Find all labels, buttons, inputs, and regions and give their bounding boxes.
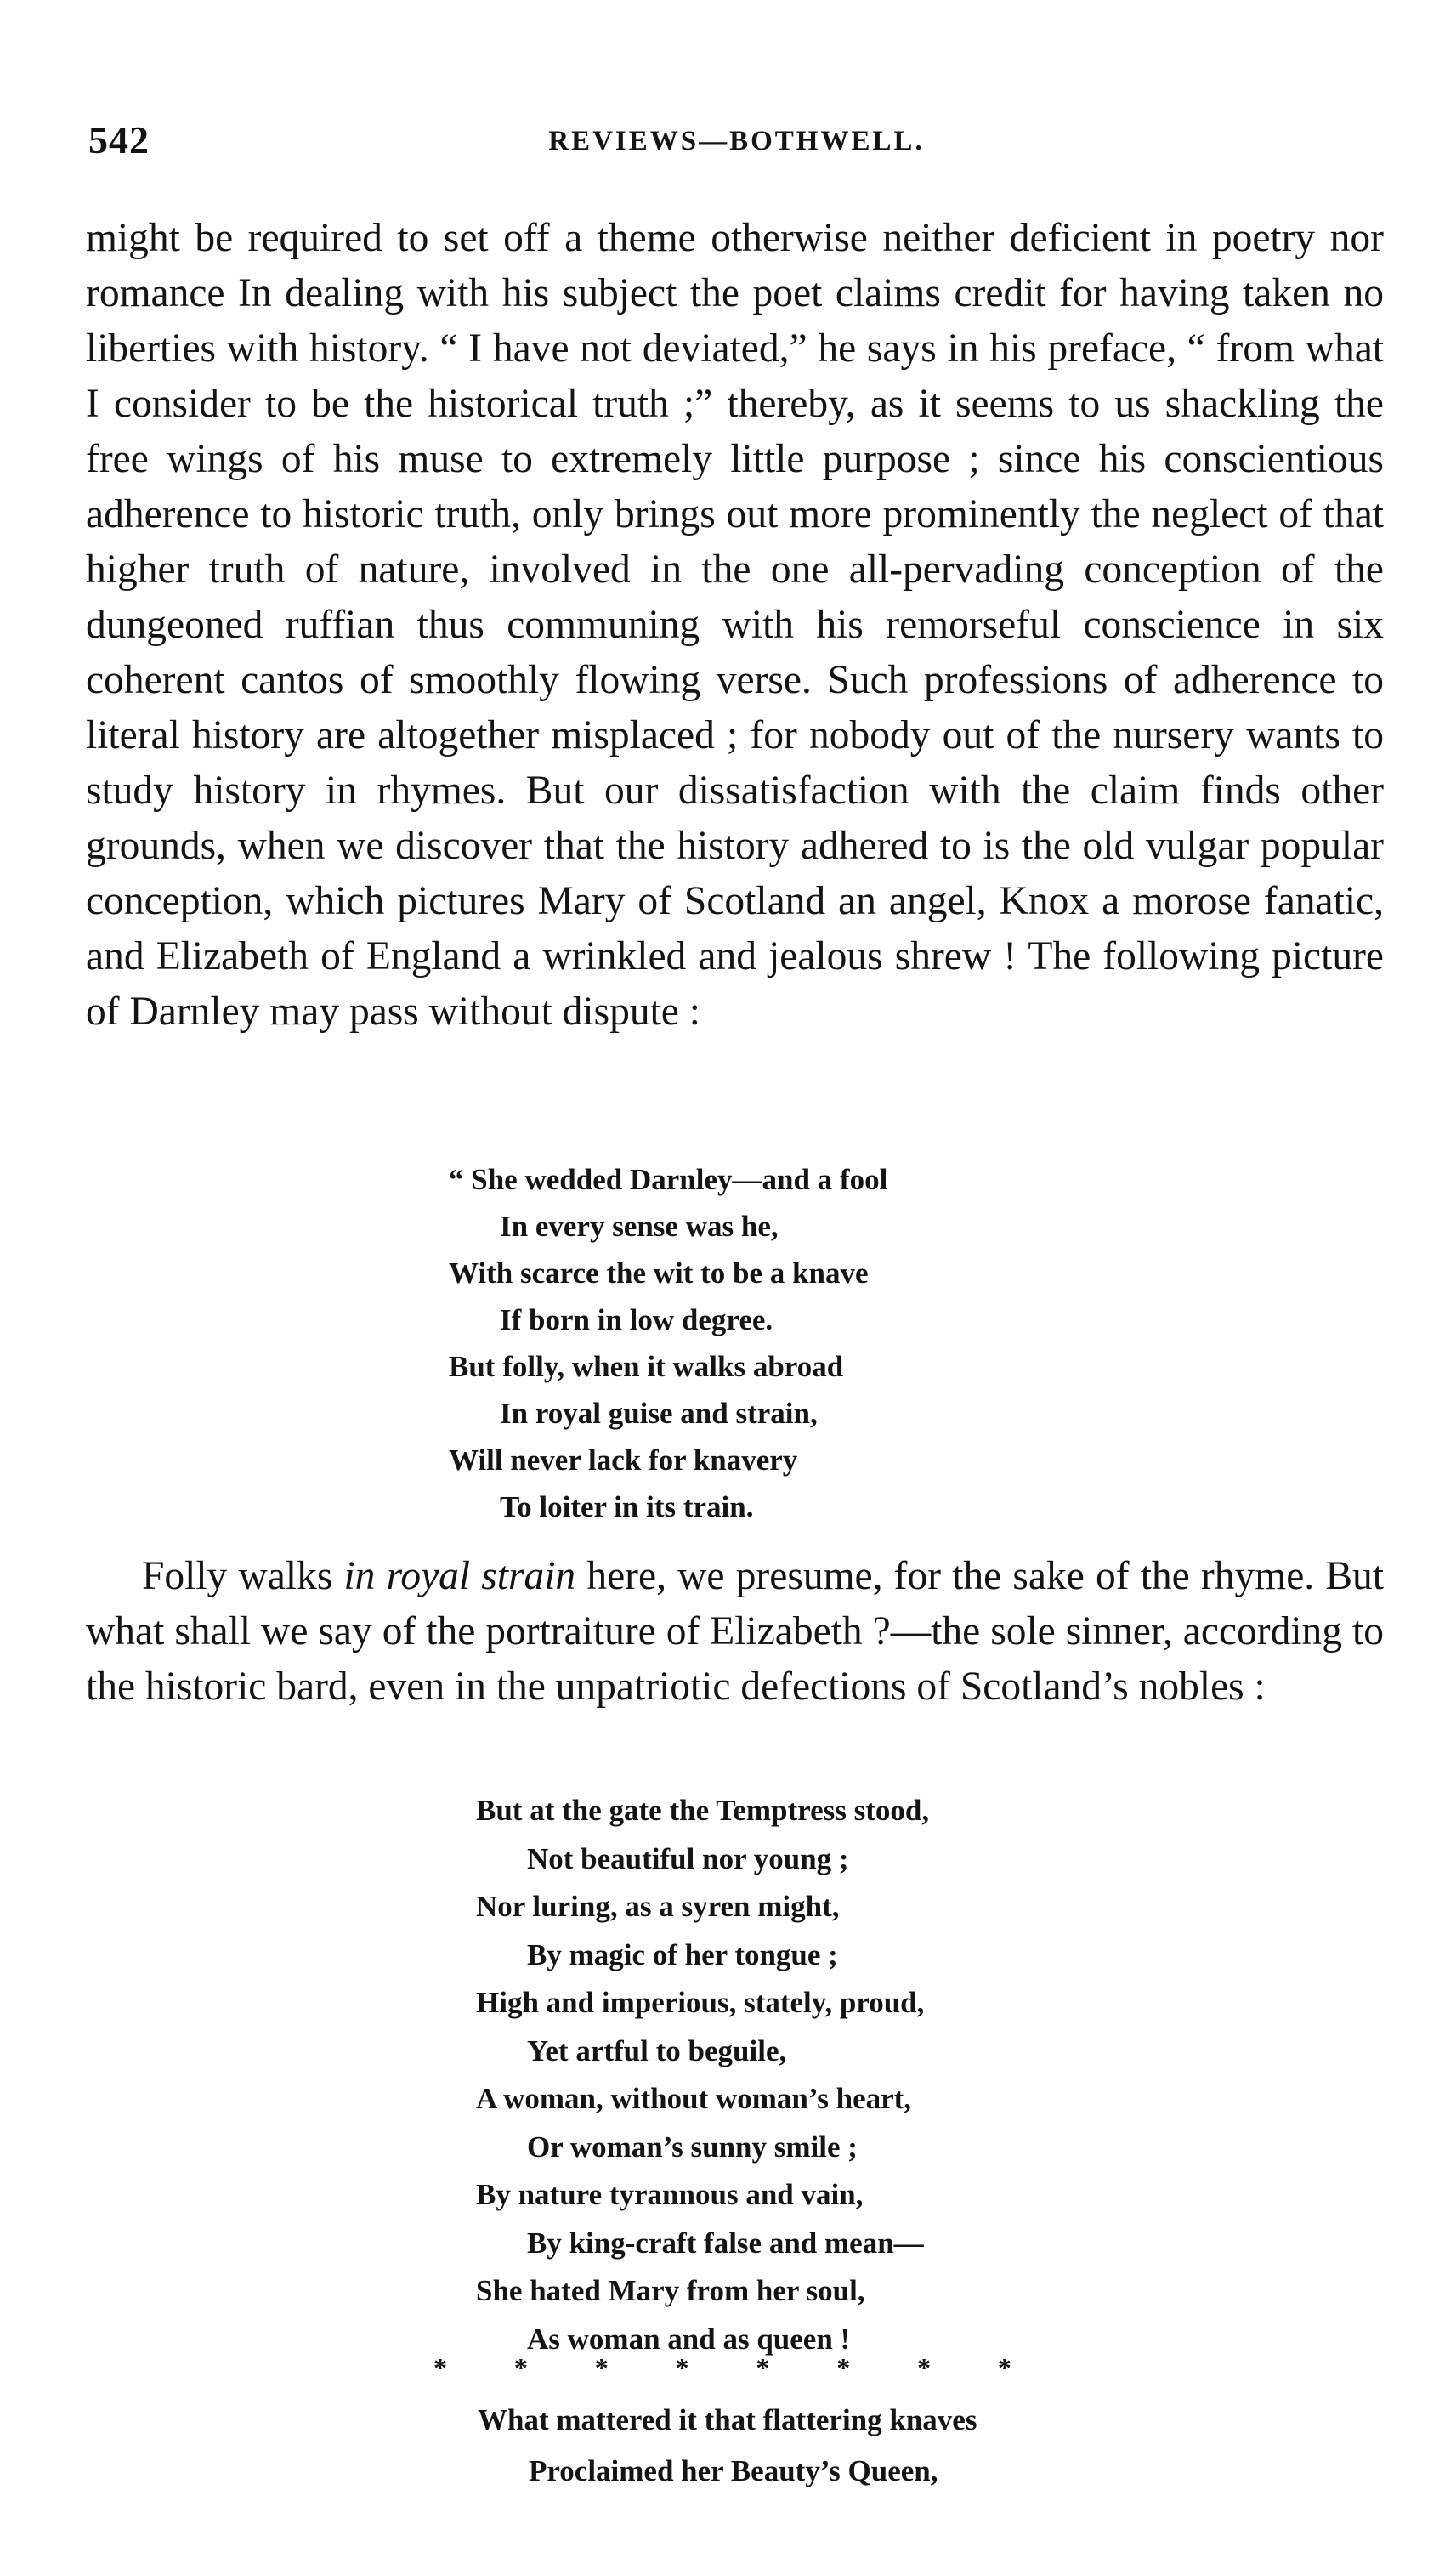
- poem-line: By king-craft false and mean—: [527, 2226, 924, 2260]
- poem-continuation: [478, 2395, 977, 2497]
- asterisk: *: [917, 2352, 932, 2383]
- poem-darnley: [449, 1156, 887, 1530]
- poem-line: What mattered it that flattering knaves: [478, 2403, 977, 2436]
- poem-line: Proclaimed her Beauty’s Queen,: [529, 2454, 938, 2487]
- asterisk: *: [433, 2352, 447, 2383]
- poem-line: Will never lack for knavery: [449, 1443, 798, 1477]
- poem-line: “ She wedded Darnley—and a fool: [449, 1163, 888, 1196]
- poem-line: In every sense was he,: [500, 1210, 779, 1243]
- poem-line: A woman, without woman’s heart,: [476, 2082, 912, 2115]
- poem-line: But folly, when it walks abroad: [449, 1350, 844, 1383]
- poem-line: By magic of her tongue ;: [527, 1937, 838, 1971]
- poem-line: Not beautiful nor young ;: [527, 1841, 849, 1875]
- poem-line: Yet artful to beguile,: [527, 2033, 787, 2067]
- asterisk: *: [594, 2352, 609, 2383]
- paragraph-2-rest: here, we presume, for the sake of the rhyme. But what shall we say of the portraiture of Elizabeth ?—the sole sinner, according to the historic bard, even in the unpatriotic defections of Scotland’s nobles :: [86, 1554, 1384, 1709]
- poem-line: High and imperious, stately, proud,: [476, 1986, 925, 2019]
- poem-line: With scarce the wit to be a knave: [449, 1256, 869, 1290]
- asterisk: *: [836, 2352, 851, 2383]
- asterisk: *: [756, 2352, 770, 2383]
- asterisk: *: [997, 2352, 1011, 2383]
- poem-line: Nor luring, as a syren might,: [476, 1890, 840, 1923]
- poem-line: She hated Mary from her soul,: [476, 2274, 865, 2307]
- page-number: 542: [88, 118, 150, 162]
- poem-line: By nature tyrannous and vain,: [476, 2178, 864, 2211]
- poem-line: But at the gate the Temptress stood,: [476, 1794, 930, 1827]
- paragraph-2-italic: in royal strain: [343, 1554, 576, 1598]
- asterisk: *: [513, 2352, 528, 2383]
- paragraph-1: might be required to set off a theme otherwise neither deficient in poetry nor romance In dealing with his subject the poet claims credit for having taken no liberties with history. “ I have not deviated,” he says in his preface, “ from what I consider to be the historical truth ;” thereby, as it seems to us shackling the free wings of his muse to extremely little purpose ; since his conscientious adherence to historic truth, only brings out more prominently the neglect of that higher truth of nature, involved in the one all-pervading conception of the dungeoned ruffian thus communing with his remorseful conscience in six coherent cantos of smoothly flowing verse. Such professions of adherence to literal history are altogether misplaced ; for nobody out of the nursery wants to study history in rhymes. But our dissatisfaction with the claim finds other grounds, when we discover that the history adhered to is the old vulgar popular conception, which pictures Mary of Scotland an angel, Knox a morose fanatic, and Elizabeth of England a wrinkled and jealous shrew ! The following picture of Darnley may pass without dispute :: [86, 216, 1384, 1034]
- poem-line: As woman and as queen !: [527, 2322, 851, 2356]
- asterisk: *: [675, 2352, 689, 2383]
- page-header: [88, 117, 1385, 168]
- poem-line: To loiter in its train.: [500, 1490, 754, 1523]
- paragraph-2: [86, 1549, 1384, 1715]
- poem-elizabeth: [476, 1787, 929, 2363]
- paragraph-2-lead: Folly walks: [142, 1554, 344, 1598]
- section-break-asterisks: [433, 2346, 1011, 2389]
- poem-line: If born in low degree.: [500, 1303, 773, 1336]
- running-head: REVIEWS—BOTHWELL.: [548, 126, 925, 156]
- poem-line: In royal guise and strain,: [500, 1397, 818, 1430]
- poem-line: Or woman’s sunny smile ;: [527, 2130, 858, 2164]
